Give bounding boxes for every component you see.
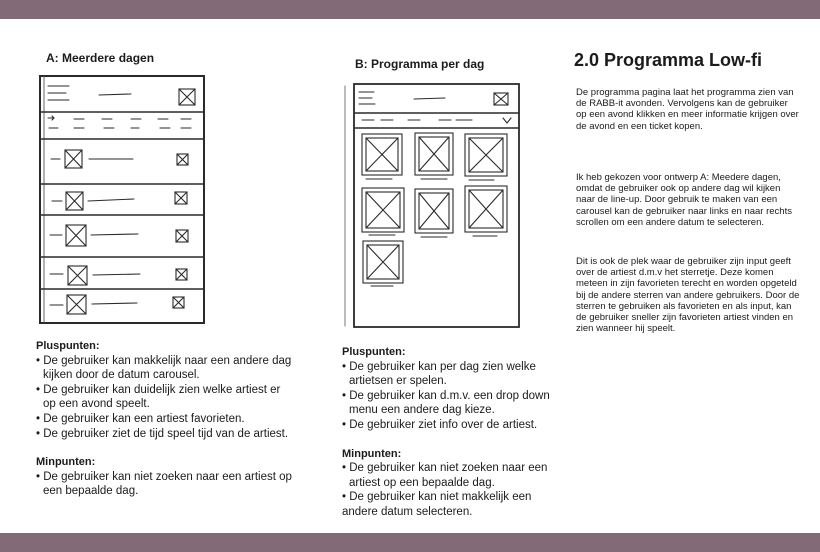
design-b-points <box>342 345 570 520</box>
intro-paragraph: De programma pagina laat het programma zien van de RABB-it avonden. Vervolgens kan de gebruiker op een avond klikken en meer informatie krijgen over de avond en een ticket kopen. <box>576 87 799 132</box>
design-a-plus-heading: Pluspunten: <box>36 340 100 352</box>
design-a-label: A: Meerdere dagen <box>46 51 155 65</box>
design-a-plus-item: • De gebruiker kan makkelijk naar een andere dag kijken door de datum carousel. <box>36 354 292 382</box>
design-a-points <box>36 339 294 499</box>
wireframe-b-sketch <box>344 80 524 328</box>
design-a-plus-item: • De gebruiker kan een artiest favorieten. <box>36 412 245 425</box>
design-b-label: B: Programma per dag <box>355 57 485 71</box>
design-a-plus-item: • De gebruiker ziet de tijd speel tijd van de artiest. <box>36 427 289 440</box>
design-b-min-heading: Minpunten: <box>342 447 402 460</box>
top-band <box>0 0 820 19</box>
page-title: 2.0 Programma Low-fi <box>574 50 763 70</box>
design-b-plus-heading: Pluspunten: <box>342 346 406 358</box>
design-b-min-item: • De gebruiker kan niet makkelijk een andere datum selecteren. <box>342 491 532 518</box>
design-b-plus-item: • De gebruiker kan per dag zien welke artietsen er spelen. <box>342 360 536 388</box>
wireframe-a-sketch <box>36 72 210 328</box>
bottom-band <box>0 533 820 552</box>
design-a-min-heading: Minpunten: <box>36 456 96 469</box>
design-a-min-item: • De gebruiker kan niet zoeken naar een artiest op een bepaalde dag. <box>36 470 292 498</box>
design-b-plus-item: • De gebruiker ziet info over de artiest. <box>342 418 538 431</box>
favorites-paragraph: Dit is ook de plek waar de gebruiker zijn input geeft over de artiest d.m.v het sterretje. Deze komen meteen in zijn favorieten terecht en worden opgeteld bij de andere sterren van andere gebruikers. Door de sterren te gebruiken als favorieten en als input, kan de gebruiker sneller zijn favorieten artiest vinden en zien wanneer hij speelt. <box>576 256 800 335</box>
design-a-plus-item: • De gebruiker kan duidelijk zien welke artiest er op een avond speelt. <box>36 383 281 411</box>
design-b-plus-item: • De gebruiker kan d.m.v. een drop down menu een andere dag kieze. <box>342 389 550 417</box>
choice-paragraph: Ik heb gekozen voor ontwerp A: Meedere dagen, omdat de gebruiker ook op andere dag wil kijken naar de line-up. Door gebruik te maken van een carousel kan de gebruiker naar links en naar rechts scrollen om een andere datum te selecteren. <box>576 172 792 228</box>
design-b-min-item: • De gebruiker kan niet zoeken naar een artiest op een bepaalde dag. <box>342 462 548 489</box>
